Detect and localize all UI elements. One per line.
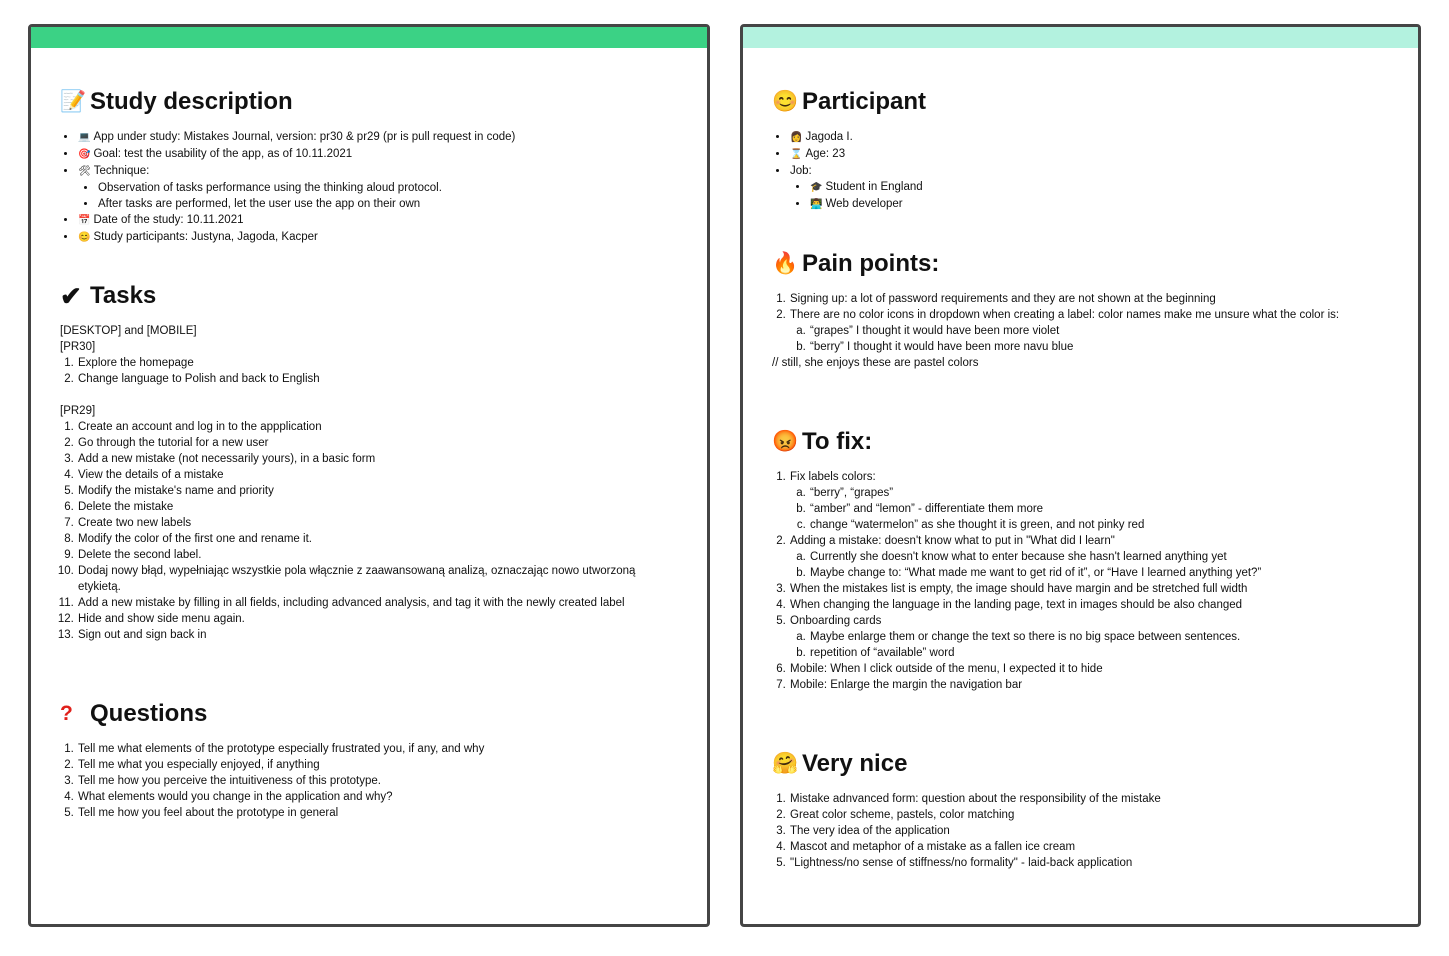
participant-list xyxy=(772,129,926,213)
list-item: • 🎓 Student in England xyxy=(809,179,926,196)
list-item: 7. Create two new labels xyxy=(77,515,650,531)
to-fix-sublist xyxy=(790,629,1372,661)
list-item: 4. View the details of a mistake xyxy=(77,467,650,483)
list-item: 2. There are no color icons in dropdown when creating a label: color names make me unsure what the color is: a. “grapes” I thought it would have been more violet b. “berry” I thought it would have been more navu blue xyxy=(789,307,1372,355)
to-fix-heading: 😡 To fix: xyxy=(772,428,873,455)
pr29-label: [PR29] xyxy=(60,405,96,417)
list-item: b. repetition of “available” word xyxy=(809,645,1372,661)
calendar-icon: 📅 xyxy=(78,215,91,226)
list-item: 9. Delete the second label. xyxy=(77,547,650,563)
hug-face-icon: 🤗 xyxy=(772,752,799,775)
list-item: 5. Onboarding cards a. Maybe enlarge them or change the text so there is no big space between sentences. b. repetition of “available” word xyxy=(789,613,1372,661)
study-description-list xyxy=(60,129,515,246)
smile-icon: 😊 xyxy=(772,90,799,113)
tasks-heading: ✔ Tasks xyxy=(60,281,157,311)
fire-icon: 🔥 xyxy=(772,252,799,275)
developer-icon: 👨‍💻 xyxy=(810,199,823,210)
list-item: 13. Sign out and sign back in xyxy=(77,627,650,643)
job-sublist xyxy=(790,179,926,213)
very-nice-list xyxy=(772,791,1161,871)
pr29-task-list xyxy=(60,419,650,643)
list-item: b. “amber” and “lemon” - differentiate them more xyxy=(809,501,1372,517)
list-item: 8. Modify the color of the first one and rename it. xyxy=(77,531,650,547)
list-item: • 🛠 Technique: • Observation of tasks performance using the thinking aloud protocol. • After tasks are performed, let the user use the app on their own xyxy=(77,163,515,212)
platforms-label: [DESKTOP] and [MOBILE] xyxy=(60,325,197,337)
card-accent-bar xyxy=(743,27,1418,48)
list-item: 1. Mistake adnvanced form: question about the responsibility of the mistake xyxy=(789,791,1161,807)
question-icon: ? xyxy=(60,702,73,725)
smile-icon: 😊 xyxy=(78,232,91,243)
list-item: 2. Change language to Polish and back to English xyxy=(77,371,650,387)
list-item: 1. Explore the homepage xyxy=(77,355,650,371)
list-item: a. Currently she doesn't know what to enter because she hasn't learned anything yet xyxy=(809,549,1372,565)
list-item: 3. Add a new mistake (not necessarily yours), in a basic form xyxy=(77,451,650,467)
technique-sublist xyxy=(78,180,515,212)
study-description-heading: 📝 Study description xyxy=(60,88,293,115)
list-item: 2. Go through the tutorial for a new user xyxy=(77,435,650,451)
list-item: 5. Modify the mistake's name and priority xyxy=(77,483,650,499)
list-item: 12. Hide and show side menu again. xyxy=(77,611,650,627)
list-item: b. “berry” I thought it would have been more navu blue xyxy=(809,339,1372,355)
list-item: c. change “watermelon” as she thought it is green, and not pinky red xyxy=(809,517,1372,533)
pain-points-note: // still, she enjoys these are pastel colors xyxy=(772,357,979,369)
list-item: 2. Great color scheme, pastels, color matching xyxy=(789,807,1161,823)
pain-points-sublist xyxy=(790,323,1372,355)
tasks-section xyxy=(60,281,650,643)
card-accent-bar xyxy=(31,27,707,48)
list-item: 10. Dodaj nowy błąd, wypełniając wszystkie pola włącznie z zaawansowaną analizą, oznaczając nowo utworzoną etykietą. xyxy=(77,563,650,595)
list-item: 11. Add a new mistake by filling in all fields, including advanced analysis, and tag it with the newly created label xyxy=(77,595,650,611)
to-fix-list xyxy=(772,469,1372,693)
list-item: 2. Adding a mistake: doesn't know what to put in "What did I learn" a. Currently she doesn't know what to enter because she hasn't learned anything yet b. Maybe change to: “What made me want to get rid of it”, or “Have I learned anything yet?” xyxy=(789,533,1372,581)
study-plan-card xyxy=(28,24,710,927)
list-item: 4. When changing the language in the landing page, text in images should be also changed xyxy=(789,597,1372,613)
list-item: • 👩 Jagoda I. xyxy=(789,129,926,146)
tools-icon: 🛠 xyxy=(78,166,91,177)
list-item: 3. Tell me how you perceive the intuitiveness of this prototype. xyxy=(77,773,484,789)
list-item: 1. Fix labels colors: a. “berry”, “grapes” b. “amber” and “lemon” - differentiate them more c. change “watermelon” as she thought it is green, and not pinky red xyxy=(789,469,1372,533)
list-item: • After tasks are performed, let the user use the app on their own xyxy=(97,196,515,212)
list-item: a. “berry”, “grapes” xyxy=(809,485,1372,501)
target-icon: 🎯 xyxy=(78,149,91,160)
to-fix-section xyxy=(772,427,1372,693)
list-item: • 👨‍💻 Web developer xyxy=(809,196,926,213)
list-item: 6. Delete the mistake xyxy=(77,499,650,515)
list-item: • 🎯 Goal: test the usability of the app, as of 10.11.2021 xyxy=(77,146,515,163)
list-item: a. Maybe enlarge them or change the text so there is no big space between sentences. xyxy=(809,629,1372,645)
pr30-label: [PR30] xyxy=(60,341,96,353)
pain-points-heading: 🔥 Pain points: xyxy=(772,250,940,277)
pr30-task-list xyxy=(60,355,650,387)
laptop-icon: 💻 xyxy=(78,132,91,143)
hourglass-icon: ⌛ xyxy=(790,149,803,160)
list-item: b. Maybe change to: “What made me want to get rid of it”, or “Have I learned anything yet?” xyxy=(809,565,1372,581)
person-icon: 👩 xyxy=(790,132,803,143)
study-description-section xyxy=(60,87,515,246)
list-item: • 😊 Study participants: Justyna, Jagoda, Kacper xyxy=(77,229,515,246)
questions-section xyxy=(60,699,484,821)
angry-face-icon: 😡 xyxy=(772,430,799,453)
participant-heading: 😊 Participant xyxy=(772,88,927,115)
list-item: 5. "Lightness/no sense of stiffness/no formality" - laid-back application xyxy=(789,855,1161,871)
list-item: 3. The very idea of the application xyxy=(789,823,1161,839)
list-item: 5. Tell me how you feel about the prototype in general xyxy=(77,805,484,821)
very-nice-heading: 🤗 Very nice xyxy=(772,750,908,777)
list-item: 1. Signing up: a lot of password requirements and they are not shown at the beginning xyxy=(789,291,1372,307)
check-icon: ✔ xyxy=(60,281,82,311)
list-item: • 💻 App under study: Mistakes Journal, version: pr30 & pr29 (pr is pull request in code) xyxy=(77,129,515,146)
pain-points-section xyxy=(772,249,1372,371)
list-item: • 📅 Date of the study: 10.11.2021 xyxy=(77,212,515,229)
list-item: 7. Mobile: Enlarge the margin the navigation bar xyxy=(789,677,1372,693)
list-item: 1. Tell me what elements of the prototype especially frustrated you, if any, and why xyxy=(77,741,484,757)
list-item: • Observation of tasks performance using the thinking aloud protocol. xyxy=(97,180,515,196)
pain-points-list xyxy=(772,291,1372,355)
findings-card xyxy=(740,24,1421,927)
list-item: 1. Create an account and log in to the appplication xyxy=(77,419,650,435)
list-item: a. “grapes” I thought it would have been more violet xyxy=(809,323,1372,339)
list-item: 2. Tell me what you especially enjoyed, if anything xyxy=(77,757,484,773)
list-item: • Job: • 🎓 Student in England • 👨‍💻 Web developer xyxy=(789,163,926,213)
questions-heading: ? Questions xyxy=(60,700,208,727)
list-item: 3. When the mistakes list is empty, the image should have margin and be stretched full width xyxy=(789,581,1372,597)
list-item: 4. Mascot and metaphor of a mistake as a fallen ice cream xyxy=(789,839,1161,855)
list-item: 4. What elements would you change in the application and why? xyxy=(77,789,484,805)
graduation-cap-icon: 🎓 xyxy=(810,182,823,193)
list-item: 6. Mobile: When I click outside of the menu, I expected it to hide xyxy=(789,661,1372,677)
list-item: • ⌛ Age: 23 xyxy=(789,146,926,163)
questions-list xyxy=(60,741,484,821)
participant-section xyxy=(772,87,926,213)
very-nice-section xyxy=(772,749,1161,871)
memo-icon: 📝 xyxy=(60,90,87,113)
to-fix-sublist xyxy=(790,485,1372,533)
to-fix-sublist xyxy=(790,549,1372,581)
